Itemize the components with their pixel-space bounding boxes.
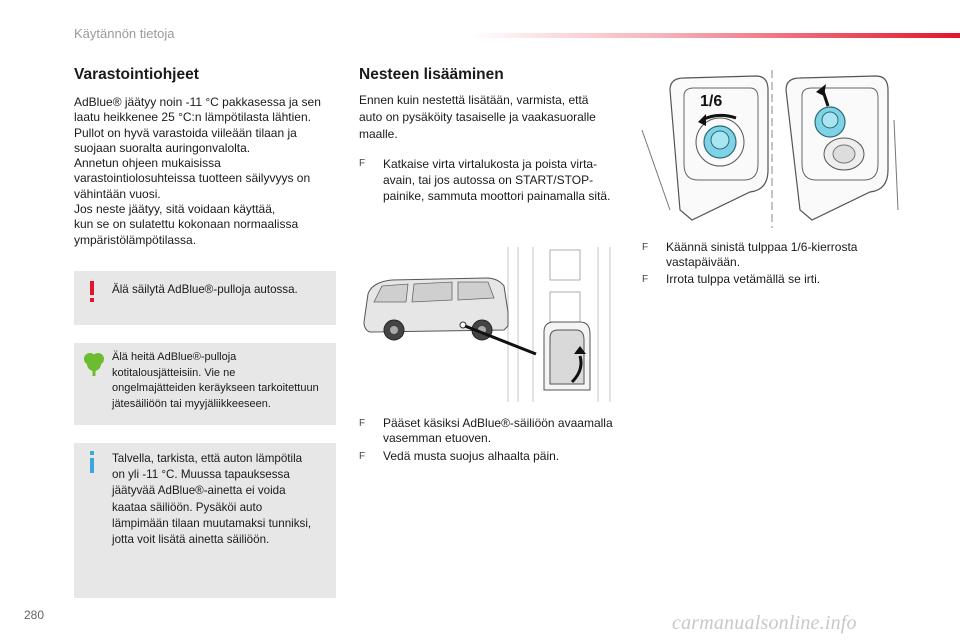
header-accent-bar: [470, 33, 960, 38]
info-note: [74, 443, 336, 598]
environment-note-line: ongelmajätteiden keräykseen tarkoitettuun: [112, 382, 319, 394]
step-open-door: [359, 416, 629, 450]
step-remove-cap-text: [666, 272, 820, 287]
bullet-mark: F: [359, 418, 366, 429]
info-note-line: lämpimään tilaan muutamaksi tunniksi,: [112, 516, 312, 530]
step-switch-off: [359, 156, 629, 206]
info-note-line: Talvella, tarkista, että auton lämpötila: [112, 452, 303, 465]
page-number: 280: [24, 608, 45, 622]
rotation-fraction-label: 1/6: [700, 93, 723, 110]
environment-note-line: jätesäiliöön tai myyjäliikkeeseen.: [112, 397, 271, 410]
info-icon: [88, 451, 96, 473]
storage-line: varastointiolosuhteissa tuotteen säilyvyys on: [74, 171, 311, 186]
step-remove-cap: [642, 272, 892, 290]
step-line: vasemman etuoven.: [383, 431, 492, 446]
filling-line: auto on pysäköity tasaiselle ja vaakasuoralle: [359, 110, 596, 124]
info-note-line: jotta voit lisätä ainetta säiliöön.: [112, 533, 270, 547]
info-note-line: on yli -11 °C. Muussa tapauksessa: [112, 468, 290, 482]
bullet-mark: F: [359, 451, 366, 462]
step-line: vastapäivään.: [666, 255, 741, 270]
storage-line: ympäristölämpötilassa.: [74, 232, 197, 247]
filling-line: Ennen kuin nestettä lisätään, varmista, että: [359, 93, 589, 107]
environment-icon: [82, 351, 106, 377]
environment-note-text: [112, 350, 319, 412]
bullet-mark: F: [359, 158, 366, 169]
storage-line: vähintään vuosi.: [74, 186, 161, 201]
storage-line: AdBlue® jäätyy noin -11 °C pakkasessa ja sen: [74, 95, 321, 109]
step-line: Vedä musta suojus alhaalta päin.: [383, 449, 560, 463]
step-line: Irrota tulppa vetämällä se irti.: [666, 272, 821, 286]
section-title: Käytännön tietoja: [74, 26, 175, 41]
storage-paragraph: [74, 95, 344, 248]
storage-line: Pullot on hyvä varastoida viileään tilaan ja: [74, 125, 297, 140]
bullet-mark: F: [642, 242, 649, 253]
filling-paragraph: [359, 92, 619, 143]
warning-note-text: Älä säilytä AdBlue®-pulloja autossa.: [112, 283, 298, 296]
cap-illustration: [640, 60, 900, 230]
step-turn-cap: [642, 240, 892, 274]
filling-line: maalle.: [359, 127, 398, 141]
step-switch-off-text: [383, 156, 610, 204]
storage-line: suojaan suoralta auringonvalolta.: [74, 140, 251, 155]
storage-title: Varastointiohjeet: [74, 66, 199, 83]
storage-line: laatu heikkenee 25 °C:n lämpötilasta lähtien.: [74, 110, 311, 125]
filling-title: Nesteen lisääminen: [359, 66, 504, 83]
info-note-line: kaatаa säiliöön. Pysäköi auto: [112, 500, 263, 514]
step-open-door-text: [383, 416, 613, 447]
bullet-mark: F: [642, 274, 649, 285]
warning-note: [74, 271, 336, 325]
storage-line: kun se on sulatettu kokonaan normaalissa: [74, 217, 299, 232]
step-line: Katkaise virta virtalukosta ja poista virta-: [383, 157, 598, 171]
step-turn-cap-text: [666, 240, 857, 271]
storage-line: Annetun ohjeen mukaisissa: [74, 156, 221, 171]
step-line: Käännä sinistä tulppaa 1/6-kierrosta: [666, 240, 858, 254]
step-line: avain, tai jos autossa on START/STOP-: [383, 173, 594, 187]
environment-note: [74, 343, 336, 425]
step-pull-cover: [359, 449, 629, 467]
warning-icon: [87, 281, 97, 303]
info-note-text: [112, 451, 311, 548]
step-line: Pääset käsiksi AdBlue®-säiliöön avaamalla: [383, 416, 613, 430]
info-note-line: jäätyvää AdBlue®-ainetta ei voida: [112, 484, 286, 498]
step-line: painike, sammuta moottori painamalla sitä.: [383, 189, 611, 203]
environment-note-line: Älä heitä AdBlue®-pulloja: [112, 351, 237, 363]
van-door-illustration: [358, 242, 620, 404]
step-pull-cover-text: [383, 449, 559, 464]
storage-line: Jos neste jäätyy, sitä voidaan käyttää,: [74, 202, 276, 217]
environment-note-line: kotitalousjätteisiin. Vie ne: [112, 366, 236, 379]
watermark: carmanualsonline.info: [672, 612, 857, 634]
